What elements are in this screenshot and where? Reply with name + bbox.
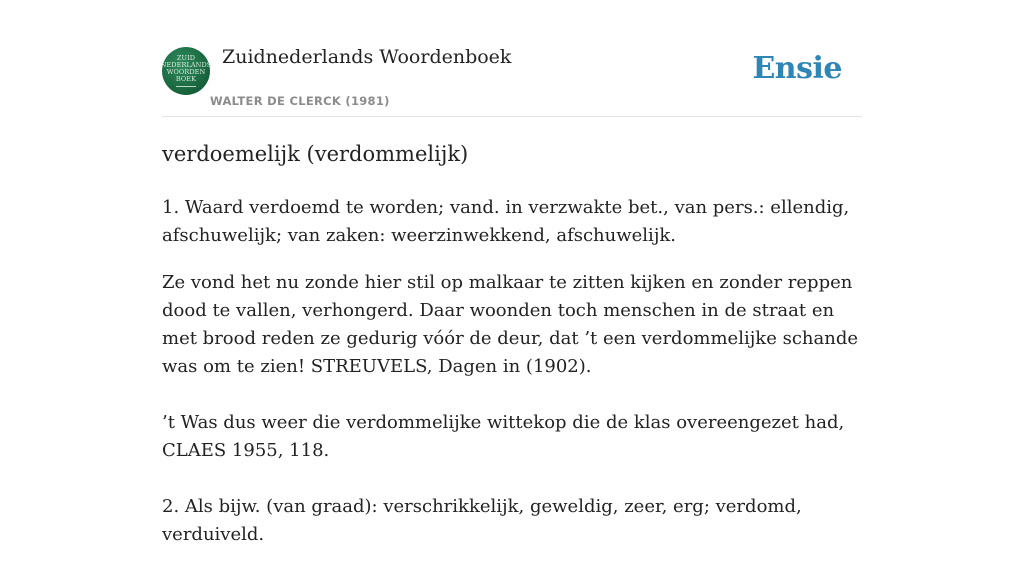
quote-2: ’t Was dus weer die verdommelijke wittekop die de klas overeengezet had, CLAES 1955, 118. <box>162 412 845 461</box>
dictionary-title-link[interactable]: Zuidnederlands Woordenboek <box>222 46 512 68</box>
dictionary-logo[interactable] <box>162 47 210 95</box>
quote-1: Ze vond het nu zonde hier stil op malkaar te zitten kijken en zonder reppen dood te vallen, verhongerd. Daar woonden toch menschen in de straat en met brood reden ze gedurig vóór de deur, dat ’t een verdommelijke schande was om te zien! STREUVELS, Dagen in (1902). <box>162 272 858 377</box>
site-header <box>162 46 862 117</box>
definition-2: 2. Als bijw. (van graad): verschrikkelijk, geweldig, zeer, erg; verdomd, verduiveld. <box>162 496 802 545</box>
entry-title: verdoemelijk (verdommelijk) <box>162 142 469 166</box>
logo-line-2: NEDERLANDS <box>160 61 212 69</box>
logo-line-4: BOEK <box>175 75 197 83</box>
ensie-brand-logo[interactable]: Ensie <box>752 51 842 86</box>
entry-content <box>162 138 862 568</box>
logo-line-1: ZUID <box>176 54 196 62</box>
logo-line-3: WOORDEN <box>166 68 206 76</box>
logo-rule <box>176 86 196 87</box>
definition-1: 1. Waard verdoemd te worden; vand. in verzwakte bet., van pers.: ellendig, afschuwelijk; van zaken: weerzinwekkend, afschuwelijk. <box>162 197 850 246</box>
dictionary-author: WALTER DE CLERCK (1981) <box>210 94 390 108</box>
